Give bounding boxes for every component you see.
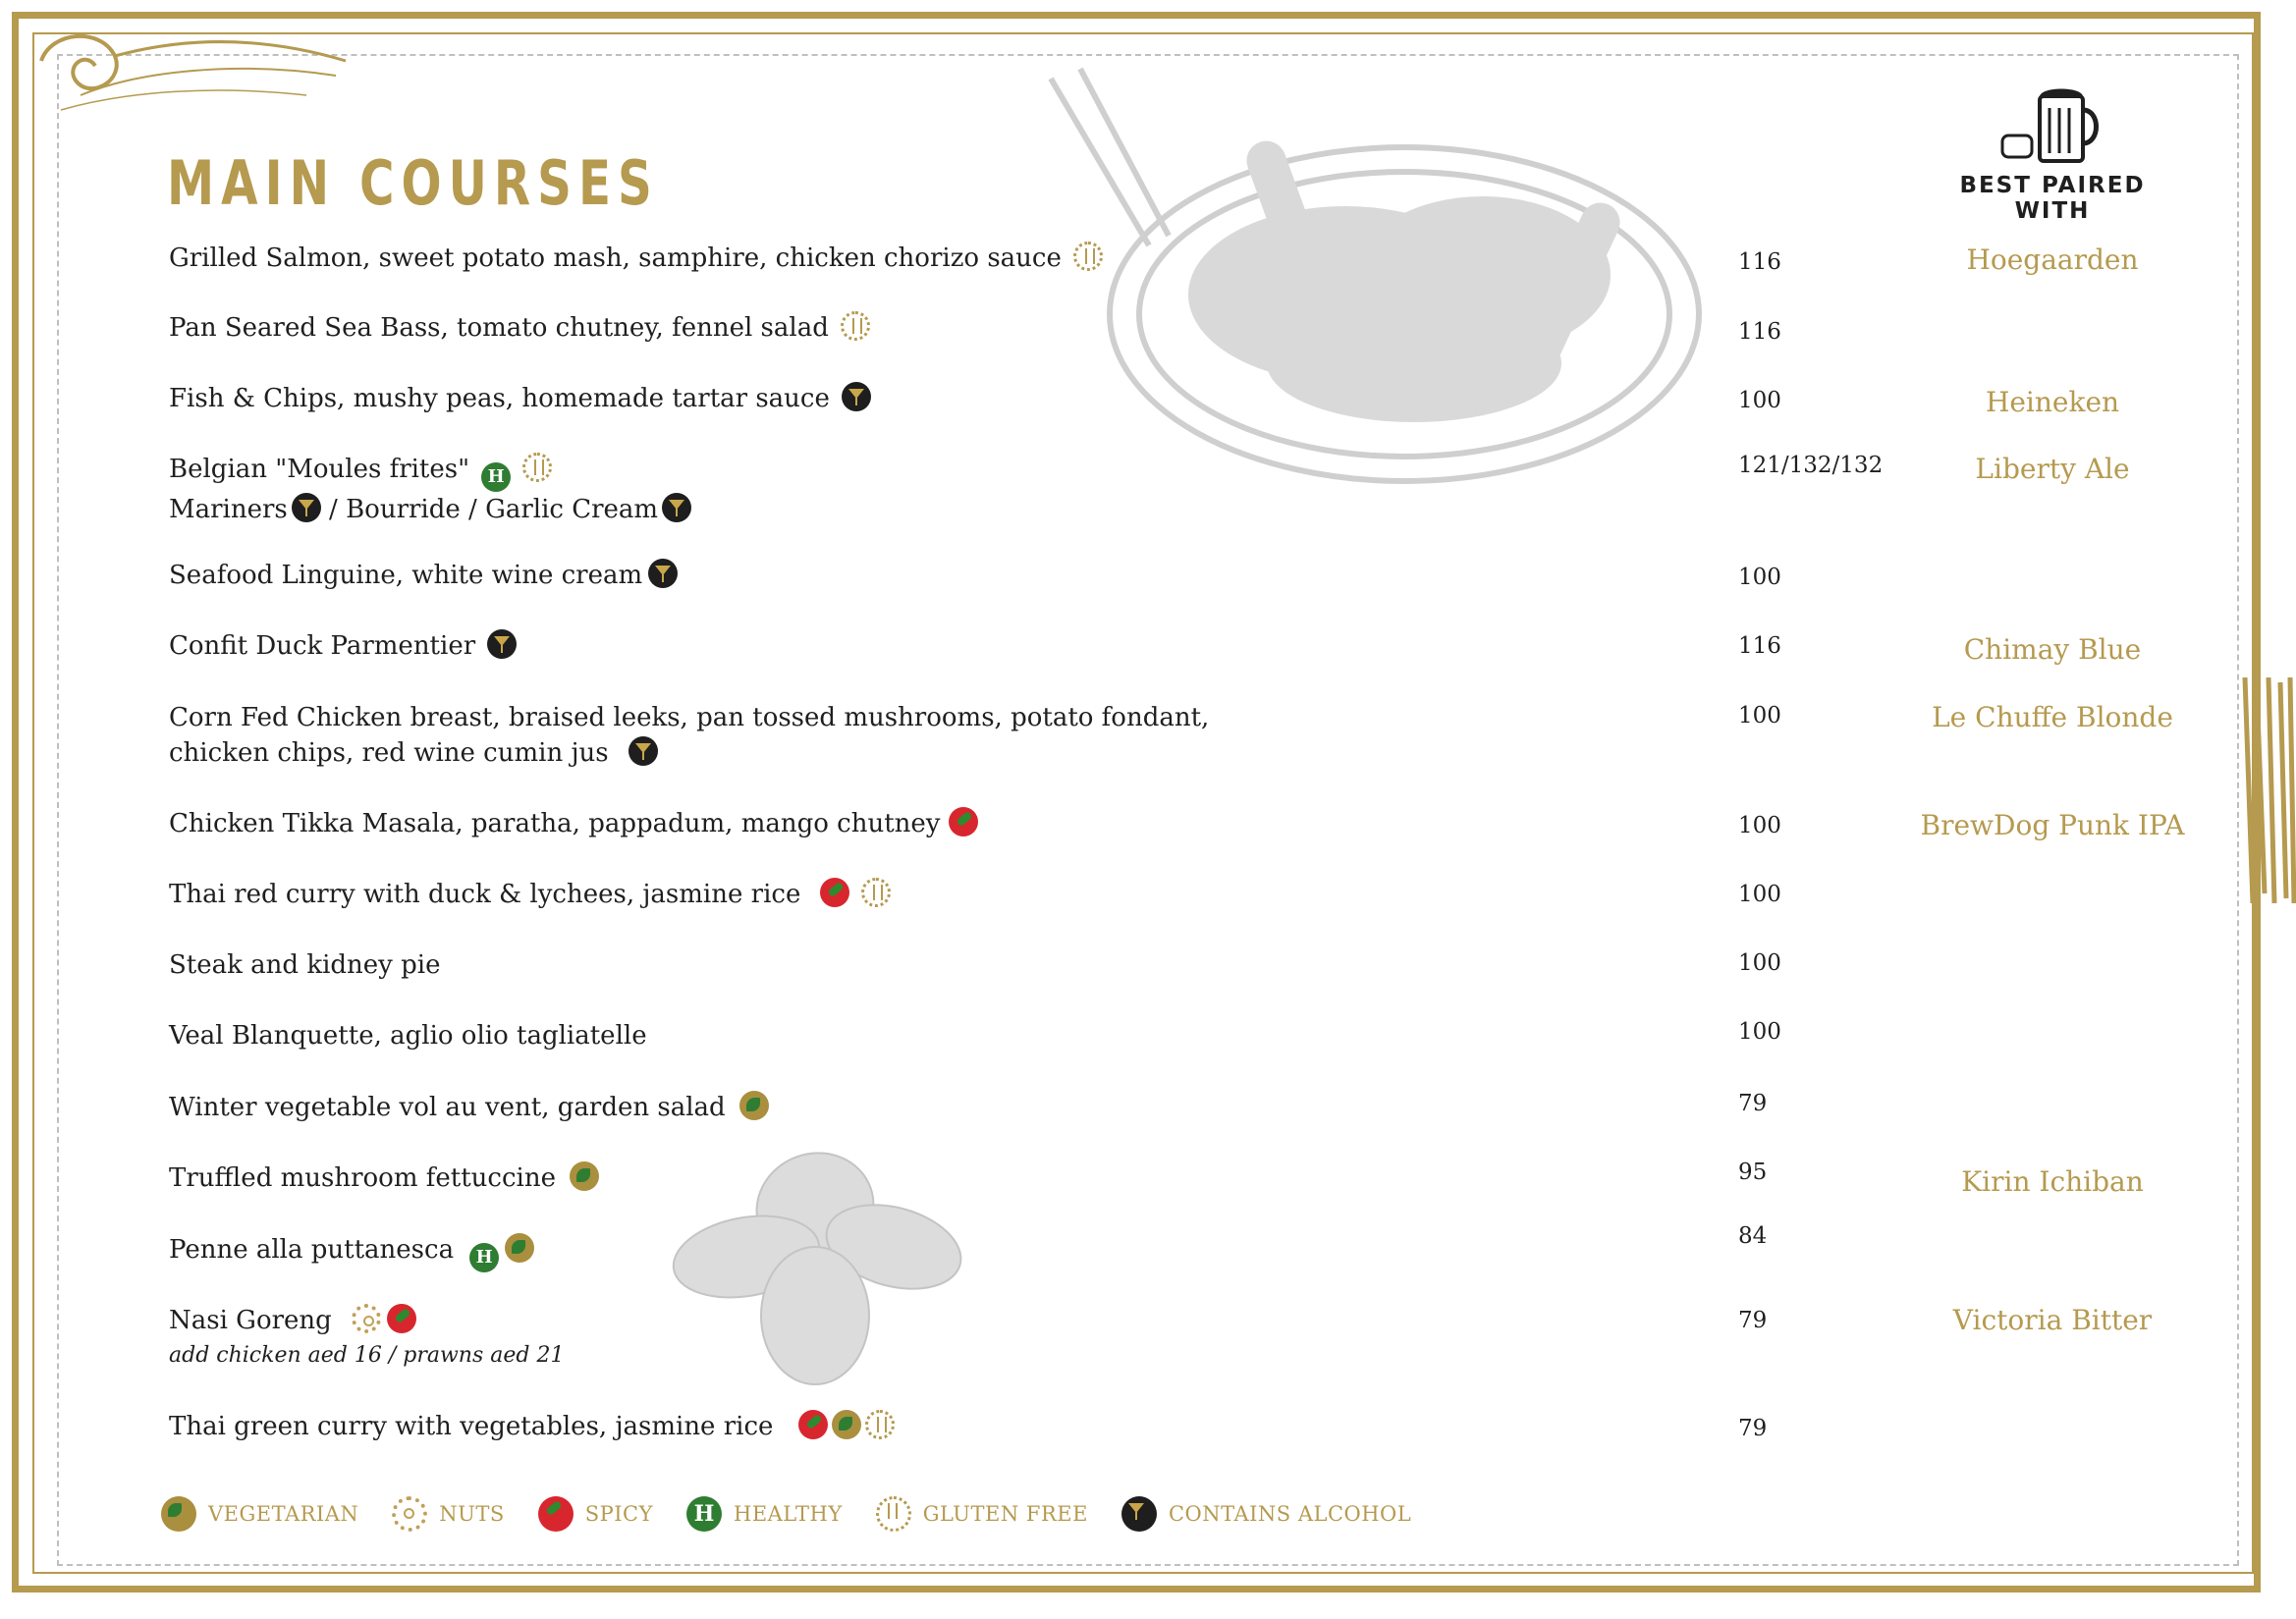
- item-pairing: Liberty Ale: [1975, 453, 2130, 485]
- item-price: 100: [1738, 703, 1781, 729]
- dietary-legend: [161, 1496, 1445, 1532]
- item-name: Seafood Linguine, white wine cream: [169, 558, 678, 593]
- item-price: 100: [1738, 1019, 1781, 1045]
- beer-mug-icon: [1998, 84, 2106, 165]
- legend-item-vegetarian: VEGETARIAN: [161, 1496, 358, 1532]
- item-pairing: Victoria Bitter: [1952, 1304, 2153, 1336]
- gluten-free-icon: [841, 311, 870, 341]
- item-pairing: BrewDog Punk IPA: [1920, 809, 2185, 841]
- item-name: Nasi Goreng add chicken aed 16 / prawns aed 21: [169, 1306, 565, 1368]
- spicy-icon: [820, 878, 849, 907]
- item-name: Grilled Salmon, sweet potato mash, samphire, chicken chorizo sauce: [169, 241, 1103, 276]
- item-price: 84: [1738, 1223, 1768, 1249]
- vegetarian-icon: [570, 1161, 599, 1191]
- item-name: Pan Seared Sea Bass, tomato chutney, fennel salad: [169, 310, 870, 346]
- item-name: Winter vegetable vol au vent, garden salad: [169, 1090, 769, 1125]
- item-name: Steak and kidney pie: [169, 950, 441, 980]
- item-price: 95: [1738, 1160, 1768, 1185]
- page-title: MAIN COURSES: [167, 147, 659, 219]
- legend-item-healthy: H HEALTHY: [686, 1496, 843, 1532]
- gluten-free-icon: [1073, 242, 1103, 271]
- item-name: Confit Duck Parmentier: [169, 628, 517, 664]
- item-pairing: Le Chuffe Blonde: [1932, 701, 2173, 733]
- spicy-icon: [949, 807, 978, 836]
- item-price: 79: [1738, 1308, 1768, 1333]
- nuts-icon: [392, 1496, 427, 1532]
- basil-leaves-illustration: [668, 1139, 982, 1394]
- item-pairing: Hoegaarden: [1966, 243, 2139, 276]
- item-name: Truffled mushroom fettuccine: [169, 1160, 599, 1196]
- legend-item-spicy: SPICY: [538, 1496, 653, 1532]
- gluten-free-icon: [865, 1410, 895, 1439]
- best-paired-header: [1925, 84, 2180, 224]
- bark-texture-ornament: [2235, 677, 2296, 903]
- item-name: Thai red curry with duck & lychees, jasmine rice: [169, 877, 891, 912]
- item-price: 116: [1738, 319, 1781, 345]
- item-price: 116: [1738, 249, 1781, 275]
- item-pairing: Kirin Ichiban: [1961, 1165, 2144, 1198]
- legend-item-alcohol: CONTAINS ALCOHOL: [1121, 1496, 1411, 1532]
- healthy-icon: H: [686, 1496, 722, 1532]
- item-name: Veal Blanquette, aglio olio tagliatelle: [169, 1021, 647, 1051]
- vegetarian-icon: [505, 1233, 534, 1263]
- gluten-free-icon: [522, 453, 552, 482]
- item-price: 121/132/132: [1738, 453, 1884, 478]
- alcohol-icon: [648, 559, 678, 588]
- spicy-icon: [798, 1410, 828, 1439]
- item-price: 79: [1738, 1416, 1768, 1441]
- item-name: Corn Fed Chicken breast, braised leeks, pan tossed mushrooms, potato fondant, chicken chips, red wine cumin jus: [169, 703, 1210, 768]
- pan-illustration: [1021, 49, 1709, 491]
- gluten-free-icon: [861, 878, 891, 907]
- item-name: Penne alla puttanesca H: [169, 1232, 534, 1272]
- item-price: 79: [1738, 1091, 1768, 1116]
- item-price: 100: [1738, 882, 1781, 907]
- vegetarian-icon: [161, 1496, 196, 1532]
- item-price: 100: [1738, 813, 1781, 838]
- item-pairing: Chimay Blue: [1963, 633, 2142, 666]
- alcohol-icon: [662, 493, 691, 522]
- corner-swirl-ornament: [22, 22, 355, 130]
- item-pairing: Heineken: [1985, 386, 2120, 418]
- best-paired-label: BEST PAIRED WITH: [1959, 173, 2146, 224]
- item-name: Fish & Chips, mushy peas, homemade tartar sauce: [169, 381, 871, 416]
- healthy-icon: H: [481, 462, 511, 492]
- item-name: Belgian "Moules frites" H Mariners / Bourride / Garlic Cream: [169, 452, 691, 527]
- item-price: 100: [1738, 388, 1781, 413]
- alcohol-icon: [1121, 1496, 1157, 1532]
- item-price: 116: [1738, 633, 1781, 659]
- spicy-icon: [538, 1496, 574, 1532]
- spicy-icon: [387, 1304, 416, 1333]
- alcohol-icon: [842, 382, 871, 411]
- item-price: 100: [1738, 565, 1781, 590]
- item-price: 100: [1738, 950, 1781, 976]
- gluten-free-icon: [876, 1496, 911, 1532]
- legend-item-gluten-free: GLUTEN FREE: [876, 1496, 1088, 1532]
- healthy-icon: H: [469, 1243, 499, 1272]
- alcohol-icon: [629, 736, 658, 766]
- legend-item-nuts: NUTS: [392, 1496, 504, 1532]
- alcohol-icon: [487, 629, 517, 659]
- nuts-icon: [352, 1304, 381, 1333]
- alcohol-icon: [292, 493, 321, 522]
- vegetarian-icon: [739, 1091, 769, 1120]
- vegetarian-icon: [832, 1410, 861, 1439]
- item-name: Chicken Tikka Masala, paratha, pappadum, mango chutney: [169, 806, 978, 841]
- item-name: Thai green curry with vegetables, jasmine rice: [169, 1409, 895, 1444]
